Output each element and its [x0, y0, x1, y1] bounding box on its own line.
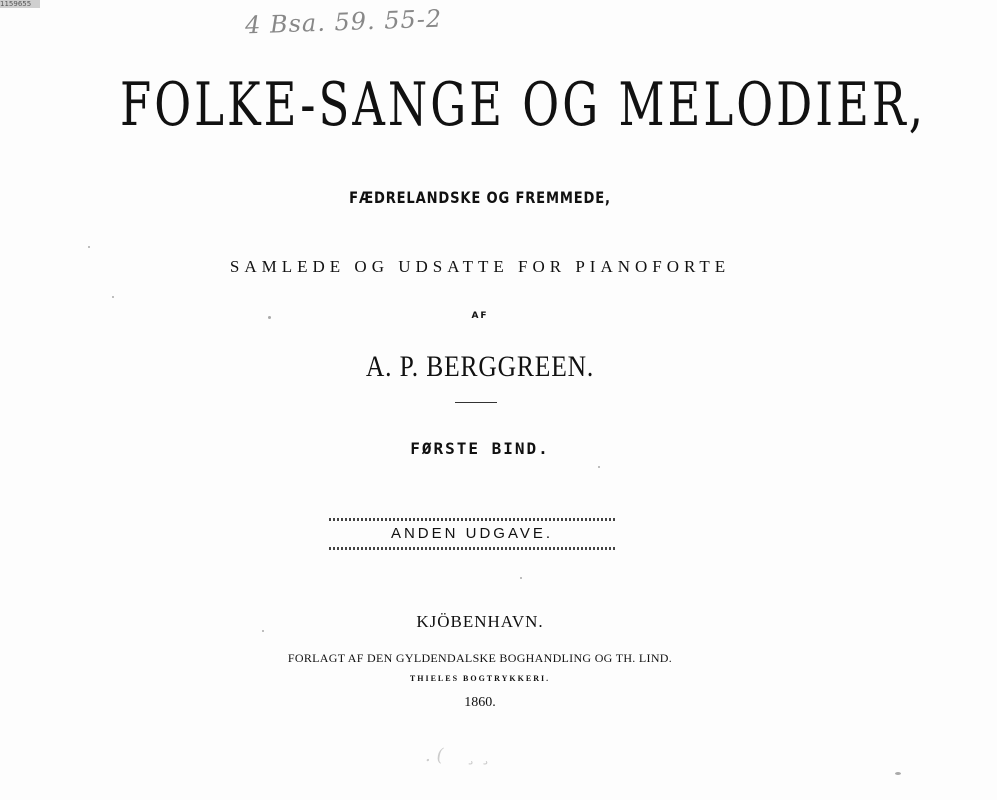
paper-speck — [895, 772, 901, 775]
paper-speck — [268, 316, 271, 319]
author-name: A. P. BERGGREEN. — [365, 350, 595, 383]
by-word: AF — [471, 311, 489, 321]
imprint-publisher: FORLAGT AF DEN GYLDENDALSKE BOGHANDLING OG TH. LIND. — [287, 651, 673, 665]
paper-speck — [598, 466, 600, 468]
imprint-year: 1860. — [464, 695, 496, 710]
imprint-city: KJÖBENHAVN. — [416, 612, 544, 631]
paper-speck — [520, 577, 522, 579]
book-subtitle: FÆDRELANDSKE OG FREMMEDE, — [349, 188, 611, 207]
divider-rule — [455, 402, 497, 403]
arrangement-line: SAMLEDE OG UDSATTE FOR PIANOFORTE — [229, 257, 731, 276]
imprint-printer: THIELES BOGTRYKKERI. — [409, 674, 551, 683]
paper-speck — [88, 246, 90, 248]
handwritten-shelfmark: 4 Bsa. 59. 55-2 — [244, 4, 443, 40]
paper-speck — [112, 296, 114, 298]
paper-speck — [262, 630, 264, 632]
book-title: FOLKE-SANGE OG MELODIER, — [120, 70, 927, 140]
edition-label: ANDEN UDGAVE. — [390, 525, 554, 542]
volume-label: FØRSTE BIND. — [410, 439, 550, 458]
edition-bottom-rule — [329, 547, 615, 550]
edition-top-rule — [329, 518, 615, 521]
edition-box — [329, 518, 615, 550]
library-stamp-text: 1159655 — [0, 0, 32, 8]
faint-pencil-mark: . ( ¸ ¸ — [425, 745, 491, 766]
